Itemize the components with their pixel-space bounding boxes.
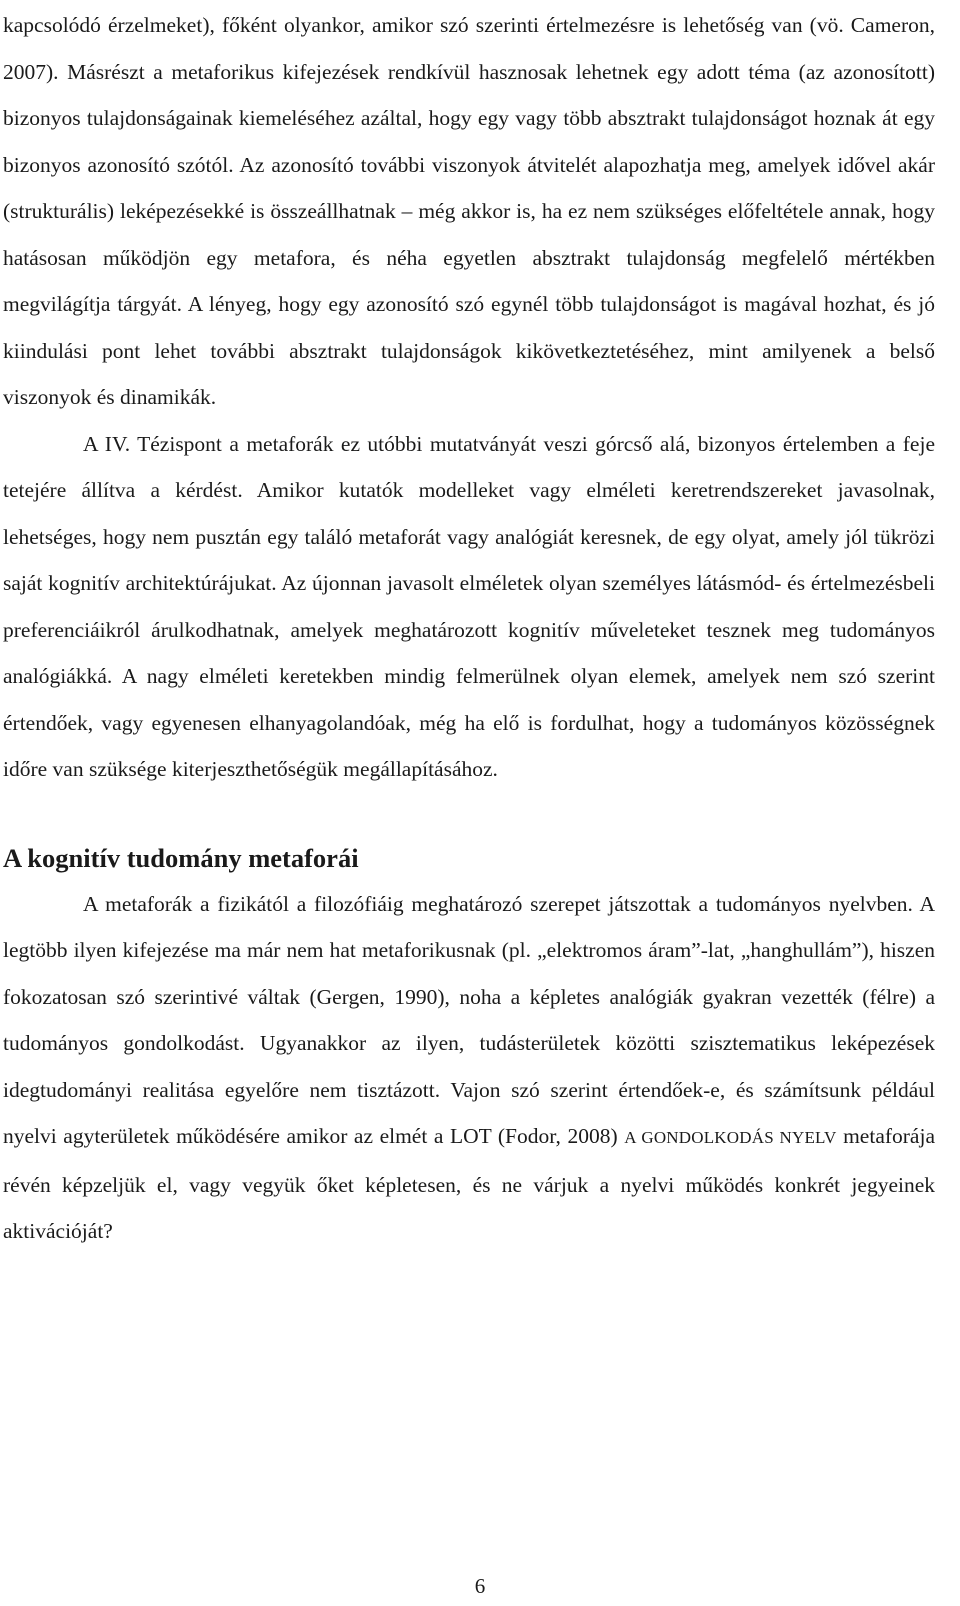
paragraph-3-text-before: A metaforák a fizikától a filozófiáig meghatározó szerepet játszottak a tudományos nyelvben. A legtöbb ilyen kifejezése ma már nem hat metaforikusnak (pl. „elektromos áram”-lat, „hanghullám”), hiszen fokozatosan szó szerintivé váltak (Gergen, 1990), noha a képletes analógiák gyakran vezették (félre) a tudományos gondolkodást. Ugyanakkor az ilyen, tudásterületek közötti szisztematikus leképezések idegtudományi realitása egyelőre nem tisztázott. Vajon szó szerint értendőek-e, és számítsunk például nyelvi agyterületek működésére amikor az elmét a LOT (Fodor, 2008)	[3, 891, 935, 1148]
paragraph-3-text-after: metaforája révén képzeljük el, vagy vegyük őket képletesen, és ne várjuk a nyelvi működés konkrét jegyeinek aktivációját?	[3, 1124, 935, 1243]
body-paragraph-2: A IV. Tézispont a metaforák ez utóbbi mutatványát veszi górcső alá, bizonyos értelemben a feje tetejére állítva a kérdést. Amikor kutatók modelleket vagy elméleti keretrendszereket javasolnak, lehetséges, hogy nem pusztán egy találó metaforát vagy analógiát keresnek, de egy olyat, amely jól tükrözi saját kognitív architektúrájukat. Az újonnan javasolt elméletek olyan személyes látásmód- és értelmezésbeli preferenciáikról árulkodhatnak, amelyek meghatározott kognitív műveleteket tesznek meg tudományos analógiákká. A nagy elméleti keretekben mindig felmerülnek olyan elemek, amelyek nem szó szerint értendőek, vagy egyenesen elhanyagolandóak, még ha elő is fordulhat, hogy a tudományos közösségnek időre van szüksége kiterjeszthetőségük megállapításához.	[3, 431, 935, 781]
body-paragraph-3	[3, 881, 935, 1255]
page-number: 6	[474, 1574, 486, 1598]
section-heading: A kognitív tudomány metaforái	[3, 842, 359, 873]
small-caps-term: A GONDOLKODÁS NYELV	[624, 1128, 837, 1147]
document-page	[3, 2, 935, 1255]
body-paragraph-1: kapcsolódó érzelmeket), főként olyankor, amikor szó szerinti értelmezésre is lehetőség van (vö. Cameron, 2007). Másrészt a metaforikus kifejezések rendkívül hasznosak lehetnek egy adott téma (az azonosított) bizonyos tulajdonságainak kiemeléséhez azáltal, hogy egy vagy több absztrakt tulajdonságot hoznak át egy bizonyos azonosító szótól. Az azonosító további viszonyok átvitelét alapozhatja meg, amelyek idővel akár (strukturális) leképezésekké is összeállhatnak – még akkor is, ha ez nem szükséges előfeltétele annak, hogy hatásosan működjön egy metafora, és néha egyetlen absztrakt tulajdonság megfelelő mértékben megvilágítja tárgyát. A lényeg, hogy egy azonosító szó egynél több tulajdonságot is magával hozhat, és jó kiindulási pont lehet további absztrakt tulajdonságok kikövetkeztetéséhez, mint amilyenek a belső viszonyok és dinamikák.	[3, 13, 935, 409]
